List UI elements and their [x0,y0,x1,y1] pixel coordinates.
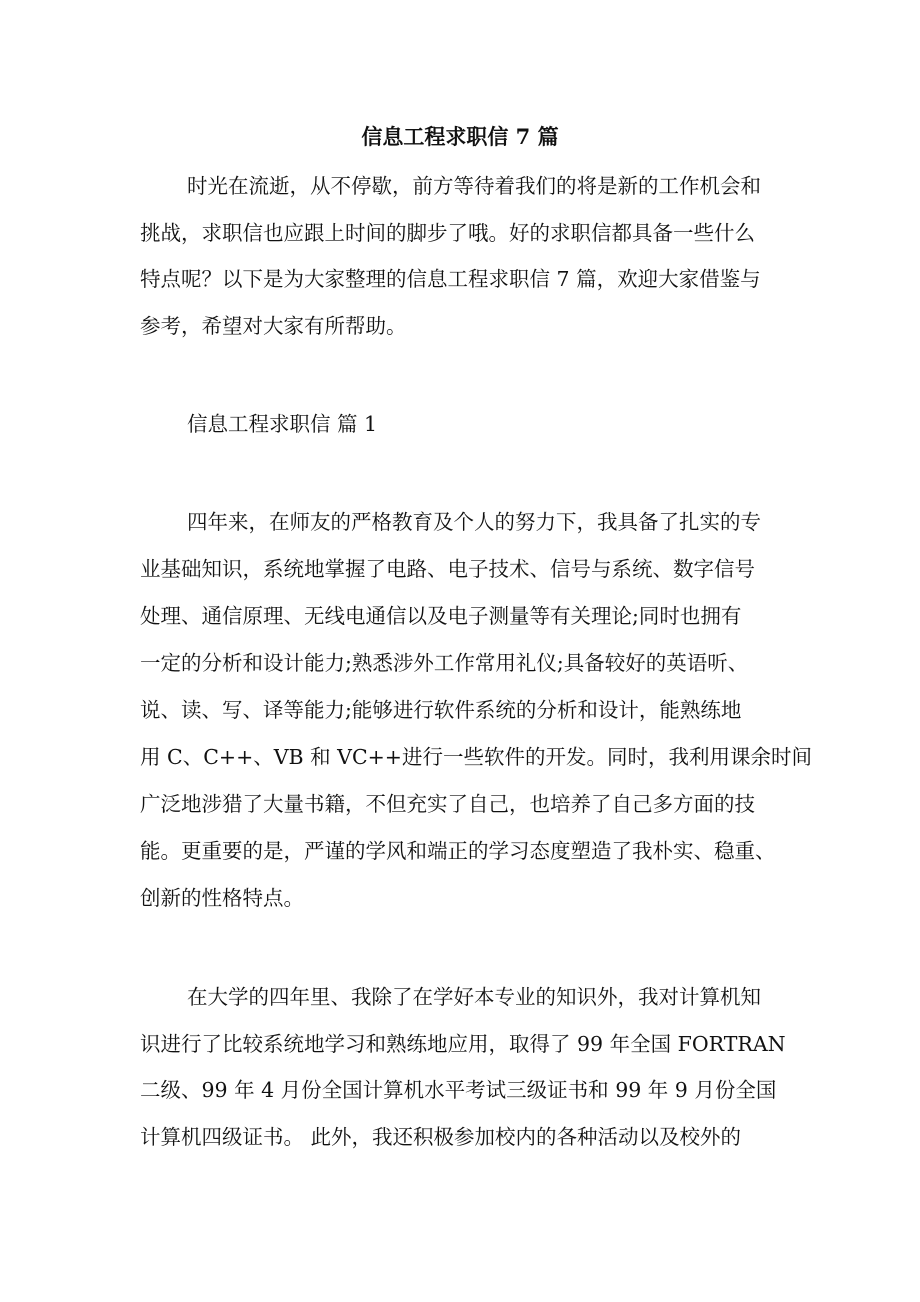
paragraph1-line: 说、读、写、译等能力;能够进行软件系统的分析和设计，能熟练地 [140,698,742,722]
paragraph2-line: 二级、99 年 4 月份全国计算机水平考试三级证书和 99 年 9 月份全国 [140,1078,777,1102]
intro-line: 挑战，求职信也应跟上时间的脚步了哦。好的求职信都具备一些什么 [140,221,755,245]
paragraph1-line: 处理、通信原理、无线电通信以及电子测量等有关理论;同时也拥有 [140,604,742,628]
document-title: 信息工程求职信 7 篇 [361,124,559,149]
paragraph1-line: 业基础知识，系统地掌握了电路、电子技术、信号与系统、数字信号 [140,557,755,581]
paragraph1-line: 一定的分析和设计能力;熟悉涉外工作常用礼仪;具备较好的英语听、 [140,651,749,675]
paragraph1-line: 用 C、C++、VB 和 VC++进行一些软件的开发。同时，我利用课余时间 [140,745,812,769]
section-heading: 信息工程求职信 篇 1 [187,412,378,436]
paragraph1-line: 四年来，在师友的严格教育及个人的努力下，我具备了扎实的专 [187,510,761,534]
paragraph2-line: 识进行了比较系统地学习和熟练地应用，取得了 99 年全国 FORTRAN [140,1032,786,1056]
paragraph2-line: 在大学的四年里、我除了在学好本专业的知识外，我对计算机知 [187,985,761,1009]
paragraph1-line: 广泛地涉猎了大量书籍，不但充实了自己，也培养了自己多方面的技 [140,792,755,816]
paragraph1-line: 能。更重要的是，严谨的学风和端正的学习态度塑造了我朴实、稳重、 [140,839,776,863]
paragraph1-line: 创新的性格特点。 [140,886,304,910]
intro-line: 特点呢？以下是为大家整理的信息工程求职信 7 篇，欢迎大家借鉴与 [140,267,761,291]
paragraph2-line: 计算机四级证书。 此外，我还积极参加校内的各种活动以及校外的 [140,1125,742,1149]
intro-line: 参考，希望对大家有所帮助。 [140,314,407,338]
intro-line: 时光在流逝，从不停歇，前方等待着我们的将是新的工作机会和 [187,174,761,198]
